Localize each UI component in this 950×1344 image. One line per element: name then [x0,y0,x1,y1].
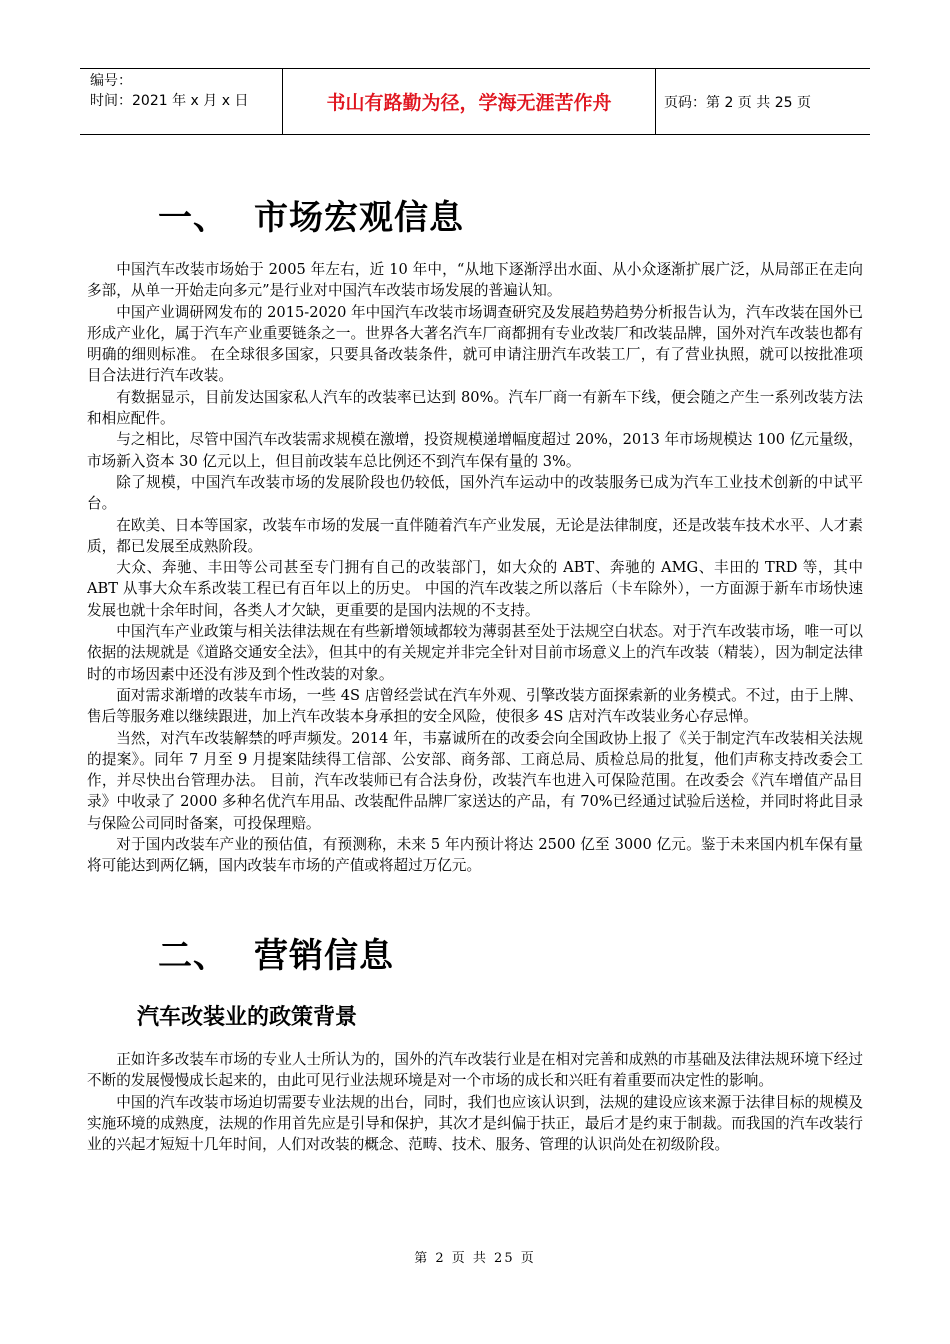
paragraph: 对于国内改装车产业的预估值，有预测称，未来 5 年内预计将达 2500 亿至 3000 亿元。鉴于未来国内机车保有量将可能达到两亿辆，国内改装车市场的产值或将超过万亿元。 [87,836,863,875]
paragraph: 大众、奔驰、丰田等公司甚至专门拥有自己的改装部门，如大众的 ABT、奔驰的 AMG、丰田的 TRD 等，其中 ABT 从事大众车系改装工程已有百年以上的历史。 中国的汽车改装之所以落后（卡车除外），一方面源于新车市场快速发展也就十余年时间，各类人才欠缺，更重要的是国内法规的不支持。 [87,559,863,619]
section-2-title: 营销信息 [254,936,394,976]
section-2-heading [158,928,394,977]
paragraph: 面对需求渐增的改装车市场，一些 4S 店曾经尝试在汽车外观、引擎改装方面探索新的业务模式。不过，由于上牌、售后等服务难以继续跟进，加上汽车改装本身承担的安全风险，使很多 4S 店对汽车改装业务心存忌惮。 [87,686,863,726]
section-2-body [87,1049,863,1155]
document-number-label: 编号： [90,73,132,89]
paragraph: 中国的汽车改装市场迫切需要专业法规的出台，同时，我们也应该认识到，法规的建设应该来源于法律目标的规模及实施环境的成熟度，法规的作用首先应是引导和保护，其次才是纠偏于扶正，最后才是约束于制裁。而我国的汽车改装行业的兴起才短短十几年时间，人们对改装的概念、范畴、技术、服务、管理的认识尚处在初级阶段。 [87,1093,863,1154]
paragraph: 与之相比，尽管中国汽车改装需求规模在激增，投资规模递增幅度超过 20%，2013 年市场规模达 100 亿元量级，市场新入资本 30 亿元以上，但目前改装车总比例还不到汽车保有量的 3%。 [87,431,863,470]
paragraph: 中国汽车改装市场始于 2005 年左右，近 10 年中，“从地下逐渐浮出水面、从小众逐渐扩展广泛，从局部正在走向多部，从单一开始走向多元”是行业对中国汽车改装市场发展的普遍认知。 [87,261,863,300]
paragraph: 除了规模，中国汽车改装市场的发展阶段也仍较低，国外汽车运动中的改装服务已成为汽车工业技术创新的中试平台。 [87,473,863,513]
page-footer: 第 2 页 共 25 页 [414,1251,536,1266]
paragraph: 正如许多改装车市场的专业人士所认为的，国外的汽车改装行业是在相对完善和成熟的市基础及法律法规环境下经过不断的发展慢慢成长起来的，由此可见行业法规环境是对一个市场的成长和兴旺有着重要而决定性的影响。 [87,1051,863,1090]
header-meta [90,71,280,111]
paragraph: 在欧美、日本等国家，改装车市场的发展一直伴随着汽车产业发展，无论是法律制度，还是改装车技术水平、人才素质，都已发展至成熟阶段。 [87,516,863,555]
section-2-number: 二、 [158,936,228,976]
document-date: 时间：2021 年 x 月 x 日 [90,93,249,109]
paragraph: 中国产业调研网发布的 2015-2020 年中国汽车改装市场调查研究及发展趋势趋势分析报告认为，汽车改装在国外已形成产业化，属于汽车产业重要链条之一。世界各大著名汽车厂商都拥有专业改装厂和改装品牌，国外对汽车改装也都有明确的细则标准。 在全球很多国家，只要具备改装条件，就可申请注册汽车改装工厂，有了营业执照，就可以按批准项目合法进行汽车改装。 [87,303,863,385]
section-1-number: 一、 [158,198,228,238]
page-header [80,68,870,135]
section-1-title: 市场宏观信息 [254,198,464,238]
section-1-heading [158,190,464,239]
header-motto: 书山有路勤为径，学海无涯苦作舟 [282,69,656,134]
paragraph: 有数据显示，目前发达国家私人汽车的改装率已达到 80%。汽车厂商一有新车下线，便会随之产生一系列改装方法和相应配件。 [87,388,863,428]
section-1-body [87,259,863,877]
section-2-subtitle: 汽车改装业的政策背景 [137,1005,358,1030]
paragraph: 中国汽车产业政策与相关法律法规在有些新增领域都较为薄弱甚至处于法规空白状态。对于汽车改装市场，唯一可以依据的法规就是《道路交通安全法》，但其中的有关规定并非完全针对目前市场意义上的汽车改装（精装），因为制定法律时的市场因素中还没有涉及到个性改装的对象。 [87,623,863,683]
header-page-info: 页码：第 2 页 共 25 页 [664,94,811,111]
paragraph: 当然，对汽车改装解禁的呼声频发。2014 年，韦嘉诚所在的改委会向全国政协上报了《关于制定汽车改装相关法规的提案》。同年 7 月至 9 月提案陆续得工信部、公安部、商务部、工商总局、质检总局的批复，他们声称支持改委会工作，并尽快出台管理办法。 目前，汽车改装师已有合法身份，改装汽车也进入可保险范围。在改委会《汽车增值产品目录》中收录了 2000 多种名优汽车用品、改装配件品牌厂家送达的产品，有 70%已经通过试验后送检，并同时将此目录与保险公司同时备案，可投保理赔。 [87,729,863,832]
